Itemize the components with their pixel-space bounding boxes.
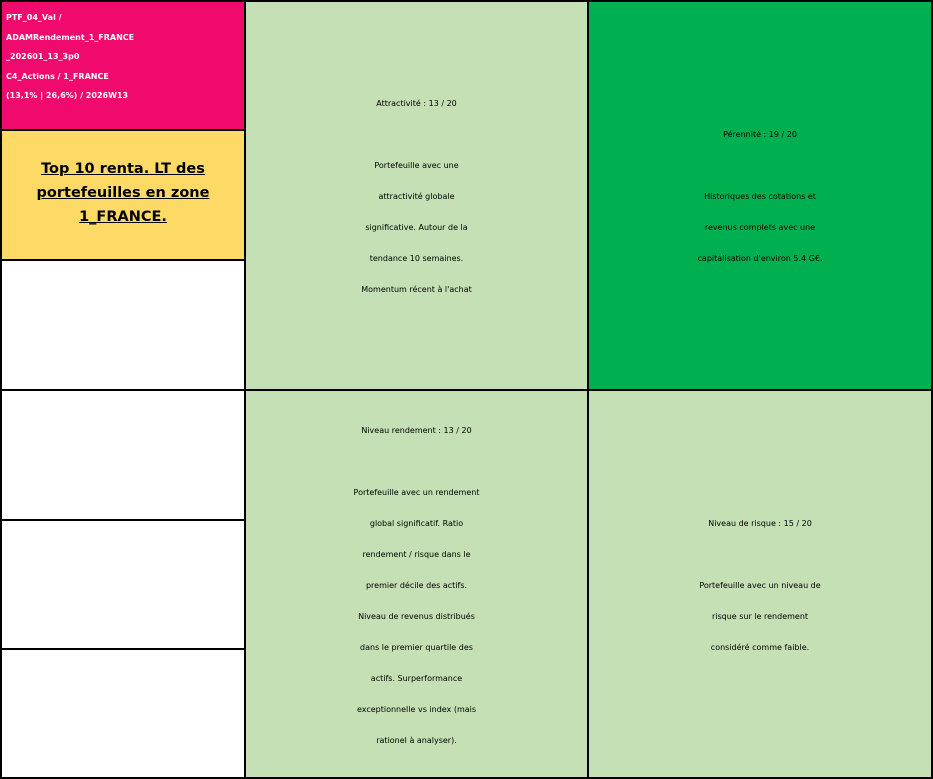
risque-text: Portefeuille avec un niveau de <box>699 581 821 590</box>
header-line: (13,1% | 26,6%) / 2026W13 <box>6 91 129 100</box>
attractivite-text: tendance 10 semaines. <box>369 254 464 263</box>
header-line: ADAMRendement_1_FRANCE <box>6 32 135 42</box>
rendement-text: rationel à analyser). <box>376 736 457 745</box>
rendement-text: exceptionnelle vs index (mais <box>356 705 477 714</box>
empty-cell <box>0 389 246 521</box>
attractivite-title: Attractivité : 13 / 20 <box>376 99 457 108</box>
top10-link[interactable] <box>0 129 246 261</box>
perennite-title: Pérennité : 19 / 20 <box>723 130 797 139</box>
rendement-text: rendement / risque dans le <box>362 550 471 559</box>
header-line: _202601_13_3p0 <box>6 52 80 61</box>
link-line[interactable]: 1_FRANCE. <box>79 209 167 225</box>
risque-card <box>587 389 933 779</box>
attractivite-card <box>244 0 589 391</box>
rendement-text: global significatif. Ratio <box>369 519 464 528</box>
rendement-text: Niveau de revenus distribués <box>358 612 475 621</box>
empty-cell <box>0 259 246 391</box>
header-line: PTF_04_Val / <box>6 13 62 22</box>
rendement-text: Portefeuille avec un rendement <box>353 488 480 497</box>
rendement-title: Niveau rendement : 13 / 20 <box>361 426 472 435</box>
perennite-text: capitalisation d'environ 5.4 G€. <box>697 254 823 263</box>
perennite-text: revenus complets avec une <box>704 223 816 232</box>
link-line[interactable]: portefeuilles en zone <box>36 185 210 201</box>
perennite-card <box>587 0 933 391</box>
risque-text: considéré comme faible. <box>710 643 810 652</box>
risque-title: Niveau de risque : 15 / 20 <box>708 519 812 528</box>
rendement-text: premier décile des actifs. <box>365 581 468 590</box>
perennite-text: Historiques des cotations et <box>704 192 816 201</box>
attractivite-text: Portefeuille avec une <box>374 161 459 170</box>
attractivite-text: attractivité globale <box>378 192 455 201</box>
rendement-text: dans le premier quartile des <box>360 643 473 652</box>
empty-cell <box>0 519 246 650</box>
attractivite-text: significative. Autour de la <box>365 223 468 232</box>
empty-cell <box>0 648 246 779</box>
rendement-text: actifs. Surperformance <box>370 674 463 683</box>
risque-text: risque sur le rendement <box>711 612 809 621</box>
portfolio-header-cell <box>0 0 246 131</box>
attractivite-text: Momentum récent à l'achat <box>361 285 472 294</box>
rendement-card <box>244 389 589 779</box>
header-line: C4_Actions / 1_FRANCE <box>6 71 109 81</box>
link-line[interactable]: Top 10 renta. LT des <box>41 161 205 177</box>
